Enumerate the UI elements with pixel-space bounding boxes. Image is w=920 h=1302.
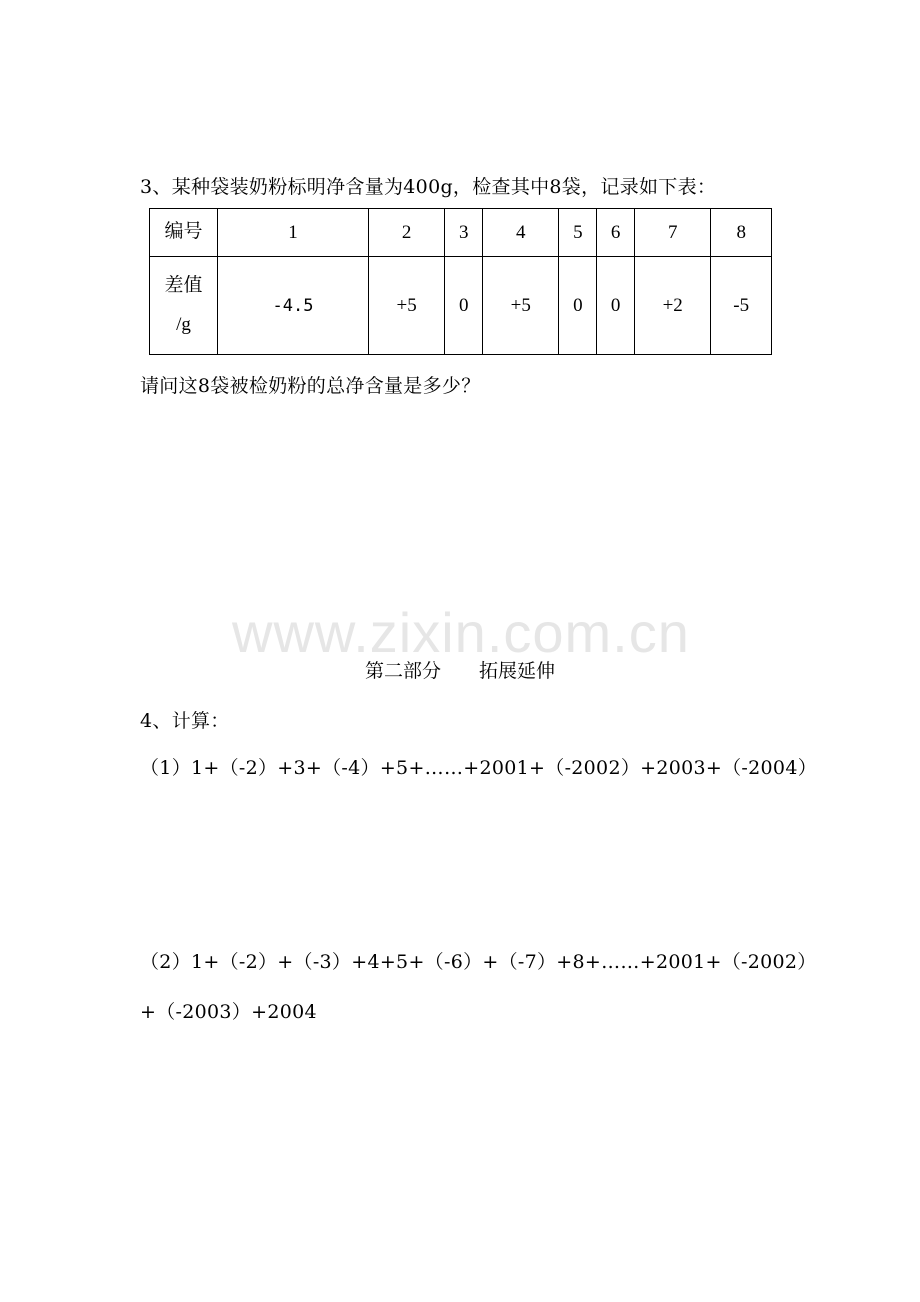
watermark: www.zixin.com.cn xyxy=(232,601,690,664)
table-cell-number: 3 xyxy=(445,209,483,257)
table-row-differences xyxy=(150,257,772,355)
question-3-question: 请问这8袋被检奶粉的总净含量是多少？ xyxy=(140,375,481,397)
section-title: 第二部分 拓展延伸 xyxy=(364,660,555,682)
table-cell-difference: -4.5 xyxy=(218,257,369,355)
table-header-number-label: 编号 xyxy=(150,209,218,257)
weight-difference-table xyxy=(149,208,772,355)
table-cell-difference: 0 xyxy=(597,257,635,355)
difference-label-unit: /g xyxy=(176,313,191,335)
table-cell-difference: +5 xyxy=(483,257,559,355)
table-cell-number: 7 xyxy=(635,209,711,257)
table-cell-number: 6 xyxy=(597,209,635,257)
question-4-part-2-line-2: +（-2003）+2004 xyxy=(140,1001,317,1023)
table-cell-difference: +2 xyxy=(635,257,711,355)
table-cell-number: 5 xyxy=(559,209,597,257)
table-cell-difference: 0 xyxy=(445,257,483,355)
table-cell-number: 4 xyxy=(483,209,559,257)
table-cell-number: 1 xyxy=(218,209,369,257)
question-4-label: 4、计算： xyxy=(140,710,230,732)
table-cell-number: 2 xyxy=(368,209,444,257)
difference-label-line1: 差值 xyxy=(164,274,203,296)
question-4-part-2-line-1: （2）1+（-2）+（-3）+4+5+（-6）+（-7）+8+……+2001+（-2002） xyxy=(140,951,817,973)
table-cell-difference: +5 xyxy=(368,257,444,355)
question-4-part-1: （1）1+（-2）+3+（-4）+5+……+2001+（-2002）+2003+（-2004） xyxy=(140,757,818,779)
question-3-prompt: 3、某种袋装奶粉标明净含量为400g，检查其中8袋，记录如下表： xyxy=(140,176,717,198)
table-cell-difference: 0 xyxy=(559,257,597,355)
table-cell-difference: -5 xyxy=(711,257,772,355)
table-row-numbers xyxy=(150,209,772,257)
table-cell-number: 8 xyxy=(711,209,772,257)
table-header-difference-label xyxy=(150,257,218,355)
